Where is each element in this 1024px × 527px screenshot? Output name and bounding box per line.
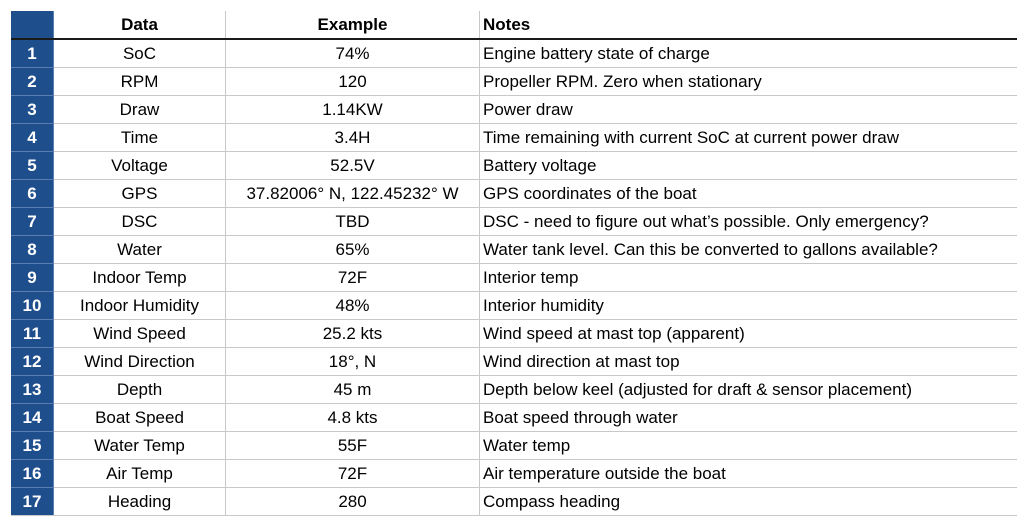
notes-cell: Water temp <box>480 432 1018 460</box>
data-cell: Time <box>54 124 226 152</box>
example-cell: 74% <box>226 39 480 68</box>
notes-cell: Interior humidity <box>480 292 1018 320</box>
table-row <box>11 432 1017 460</box>
table-row <box>11 488 1017 516</box>
table-row <box>11 460 1017 488</box>
data-cell: Water Temp <box>54 432 226 460</box>
row-number: 12 <box>11 348 54 376</box>
notes-cell: DSC - need to figure out what’s possible. Only emergency? <box>480 208 1018 236</box>
data-spec-sheet <box>11 11 1017 516</box>
notes-cell: GPS coordinates of the boat <box>480 180 1018 208</box>
notes-cell: Depth below keel (adjusted for draft & sensor placement) <box>480 376 1018 404</box>
table-row <box>11 348 1017 376</box>
table-row <box>11 404 1017 432</box>
table-body <box>11 39 1017 516</box>
data-cell: RPM <box>54 68 226 96</box>
row-number: 5 <box>11 152 54 180</box>
data-cell: Wind Speed <box>54 320 226 348</box>
data-cell: Voltage <box>54 152 226 180</box>
example-cell: 120 <box>226 68 480 96</box>
row-number: 7 <box>11 208 54 236</box>
example-cell: 280 <box>226 488 480 516</box>
notes-cell: Engine battery state of charge <box>480 39 1018 68</box>
example-column-header: Example <box>226 11 480 39</box>
notes-cell: Water tank level. Can this be converted to gallons available? <box>480 236 1018 264</box>
data-cell: Boat Speed <box>54 404 226 432</box>
data-cell: Water <box>54 236 226 264</box>
row-number: 8 <box>11 236 54 264</box>
notes-cell: Wind speed at mast top (apparent) <box>480 320 1018 348</box>
data-table <box>11 11 1017 516</box>
table-row <box>11 292 1017 320</box>
example-cell: 1.14KW <box>226 96 480 124</box>
example-cell: 72F <box>226 264 480 292</box>
notes-cell: Interior temp <box>480 264 1018 292</box>
example-cell: 45 m <box>226 376 480 404</box>
data-cell: Heading <box>54 488 226 516</box>
row-number: 9 <box>11 264 54 292</box>
example-cell: 55F <box>226 432 480 460</box>
example-cell: 3.4H <box>226 124 480 152</box>
notes-cell: Power draw <box>480 96 1018 124</box>
table-row <box>11 124 1017 152</box>
data-cell: Indoor Temp <box>54 264 226 292</box>
example-cell: 37.82006° N, 122.45232° W <box>226 180 480 208</box>
example-cell: TBD <box>226 208 480 236</box>
data-cell: Indoor Humidity <box>54 292 226 320</box>
notes-column-header: Notes <box>480 11 1018 39</box>
row-number: 16 <box>11 460 54 488</box>
data-column-header: Data <box>54 11 226 39</box>
example-cell: 25.2 kts <box>226 320 480 348</box>
table-row <box>11 152 1017 180</box>
table-row <box>11 264 1017 292</box>
table-row <box>11 180 1017 208</box>
data-cell: DSC <box>54 208 226 236</box>
example-cell: 18°, N <box>226 348 480 376</box>
row-number: 13 <box>11 376 54 404</box>
row-number: 3 <box>11 96 54 124</box>
notes-cell: Boat speed through water <box>480 404 1018 432</box>
notes-cell: Air temperature outside the boat <box>480 460 1018 488</box>
data-cell: Air Temp <box>54 460 226 488</box>
notes-cell: Wind direction at mast top <box>480 348 1018 376</box>
example-cell: 48% <box>226 292 480 320</box>
table-row <box>11 320 1017 348</box>
data-cell: GPS <box>54 180 226 208</box>
table-row <box>11 68 1017 96</box>
table-row <box>11 208 1017 236</box>
table-row <box>11 39 1017 68</box>
notes-cell: Compass heading <box>480 488 1018 516</box>
row-number: 6 <box>11 180 54 208</box>
data-cell: Wind Direction <box>54 348 226 376</box>
table-row <box>11 376 1017 404</box>
notes-cell: Time remaining with current SoC at current power draw <box>480 124 1018 152</box>
header-row <box>11 11 1017 39</box>
data-cell: Draw <box>54 96 226 124</box>
data-cell: SoC <box>54 39 226 68</box>
row-number: 15 <box>11 432 54 460</box>
row-number-header <box>11 11 54 39</box>
row-number: 4 <box>11 124 54 152</box>
example-cell: 72F <box>226 460 480 488</box>
table-row <box>11 236 1017 264</box>
table-row <box>11 96 1017 124</box>
example-cell: 52.5V <box>226 152 480 180</box>
row-number: 14 <box>11 404 54 432</box>
notes-cell: Propeller RPM. Zero when stationary <box>480 68 1018 96</box>
row-number: 10 <box>11 292 54 320</box>
data-cell: Depth <box>54 376 226 404</box>
row-number: 1 <box>11 39 54 68</box>
row-number: 11 <box>11 320 54 348</box>
example-cell: 65% <box>226 236 480 264</box>
example-cell: 4.8 kts <box>226 404 480 432</box>
row-number: 17 <box>11 488 54 516</box>
row-number: 2 <box>11 68 54 96</box>
notes-cell: Battery voltage <box>480 152 1018 180</box>
